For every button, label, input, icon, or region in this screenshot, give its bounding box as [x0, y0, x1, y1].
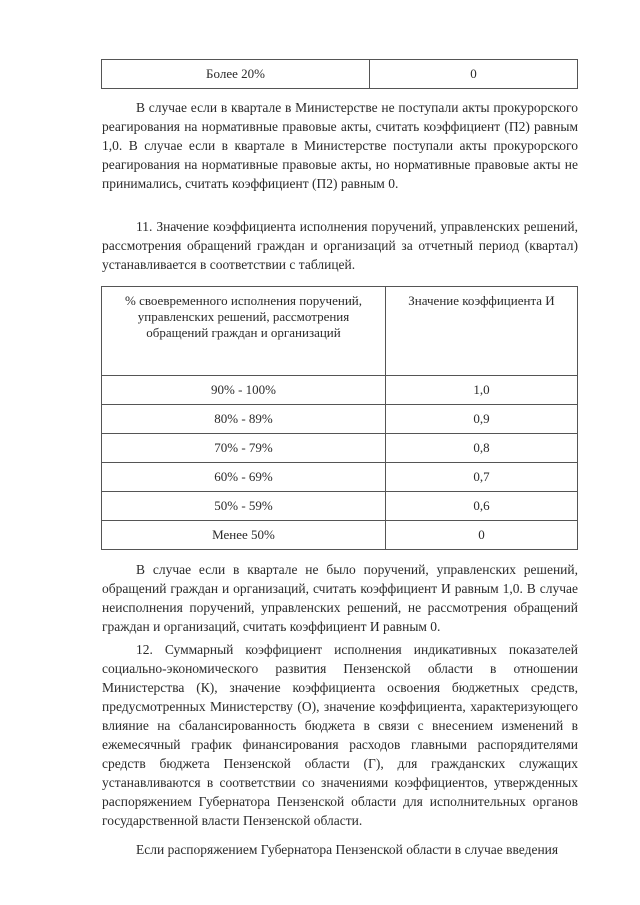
paragraph-coefficient-i: В случае если в квартале не было поручений, управленских решений, обращений граждан и организаций, считать коэффициент И равным 1,0. В случае неисполнения поручений, управленских решений, не рассмотрения обращений граждан и организаций, считать коэффициент И равным 0. — [102, 562, 578, 634]
table-row — [102, 463, 578, 492]
paragraph-section-11: 11. Значение коэффициента исполнения поручений, управленских решений, рассмотрения обращений граждан и организаций за отчетный период (квартал) устанавливается в соответствии с таблицей. — [102, 219, 578, 272]
table-cell-value: 0,8 — [386, 434, 578, 463]
header-cell-percentage: % своевременного исполнения поручений, управленских решений, рассмотрения обращений граждан и организаций — [102, 287, 386, 376]
table-cell-range: 90% - 100% — [102, 376, 386, 405]
table-cell-range: Менее 50% — [102, 521, 386, 550]
paragraph-governor-order: Если распоряжением Губернатора Пензенской области в случае введения — [136, 842, 559, 857]
table-cell-value: 1,0 — [386, 376, 578, 405]
table-row — [102, 60, 578, 89]
table-header-row — [102, 287, 578, 376]
header-cell-coefficient: Значение коэффициента И — [386, 287, 578, 376]
table-row — [102, 434, 578, 463]
table-cell-range: 60% - 69% — [102, 463, 386, 492]
table-cell-value: 0,6 — [386, 492, 578, 521]
table-cell-value: 0,9 — [386, 405, 578, 434]
table-cell-value: 0,7 — [386, 463, 578, 492]
table-row — [102, 376, 578, 405]
table-cell-range: 70% - 79% — [102, 434, 386, 463]
table-row — [102, 492, 578, 521]
table-cell-label: Более 20% — [102, 60, 370, 89]
paragraph-p2-coefficient: В случае если в квартале в Министерстве не поступали акты прокурорского реагирования на нормативные правовые акты, считать коэффициент (П2) равным 1,0. В случае если в квартале в Министерстве поступали акты прокурорского реагирования на нормативные правовые акты, но нормативные правовые акты не принимались, считать коэффициент (П2) равным 0. — [102, 100, 578, 191]
table-row — [102, 405, 578, 434]
top-table — [101, 59, 578, 89]
table-cell-value: 0 — [386, 521, 578, 550]
table-row — [102, 521, 578, 550]
paragraph-section-12: 12. Суммарный коэффициент исполнения индикативных показателей социально-экономического развития Пензенской области в отношении Министерства (К), значение коэффициента освоения бюджетных средств, предусмотренных Министерству (О), значение коэффициента, характеризующего влияние на сбалансированность бюджета в связи с внесением изменений в ежемесячный график финансирования расходов главными распорядителями средств бюджета Пензенской области (Г), для гражданских служащих устанавливаются в соответствии со значениями коэффициентов, утвержденных распоряжением Губернатора Пензенской области для исполнительных органов государственной власти Пензенской области. — [102, 642, 578, 828]
table-cell-range: 50% - 59% — [102, 492, 386, 521]
table-cell-range: 80% - 89% — [102, 405, 386, 434]
table-cell-value: 0 — [370, 60, 578, 89]
coefficient-table — [101, 286, 578, 550]
